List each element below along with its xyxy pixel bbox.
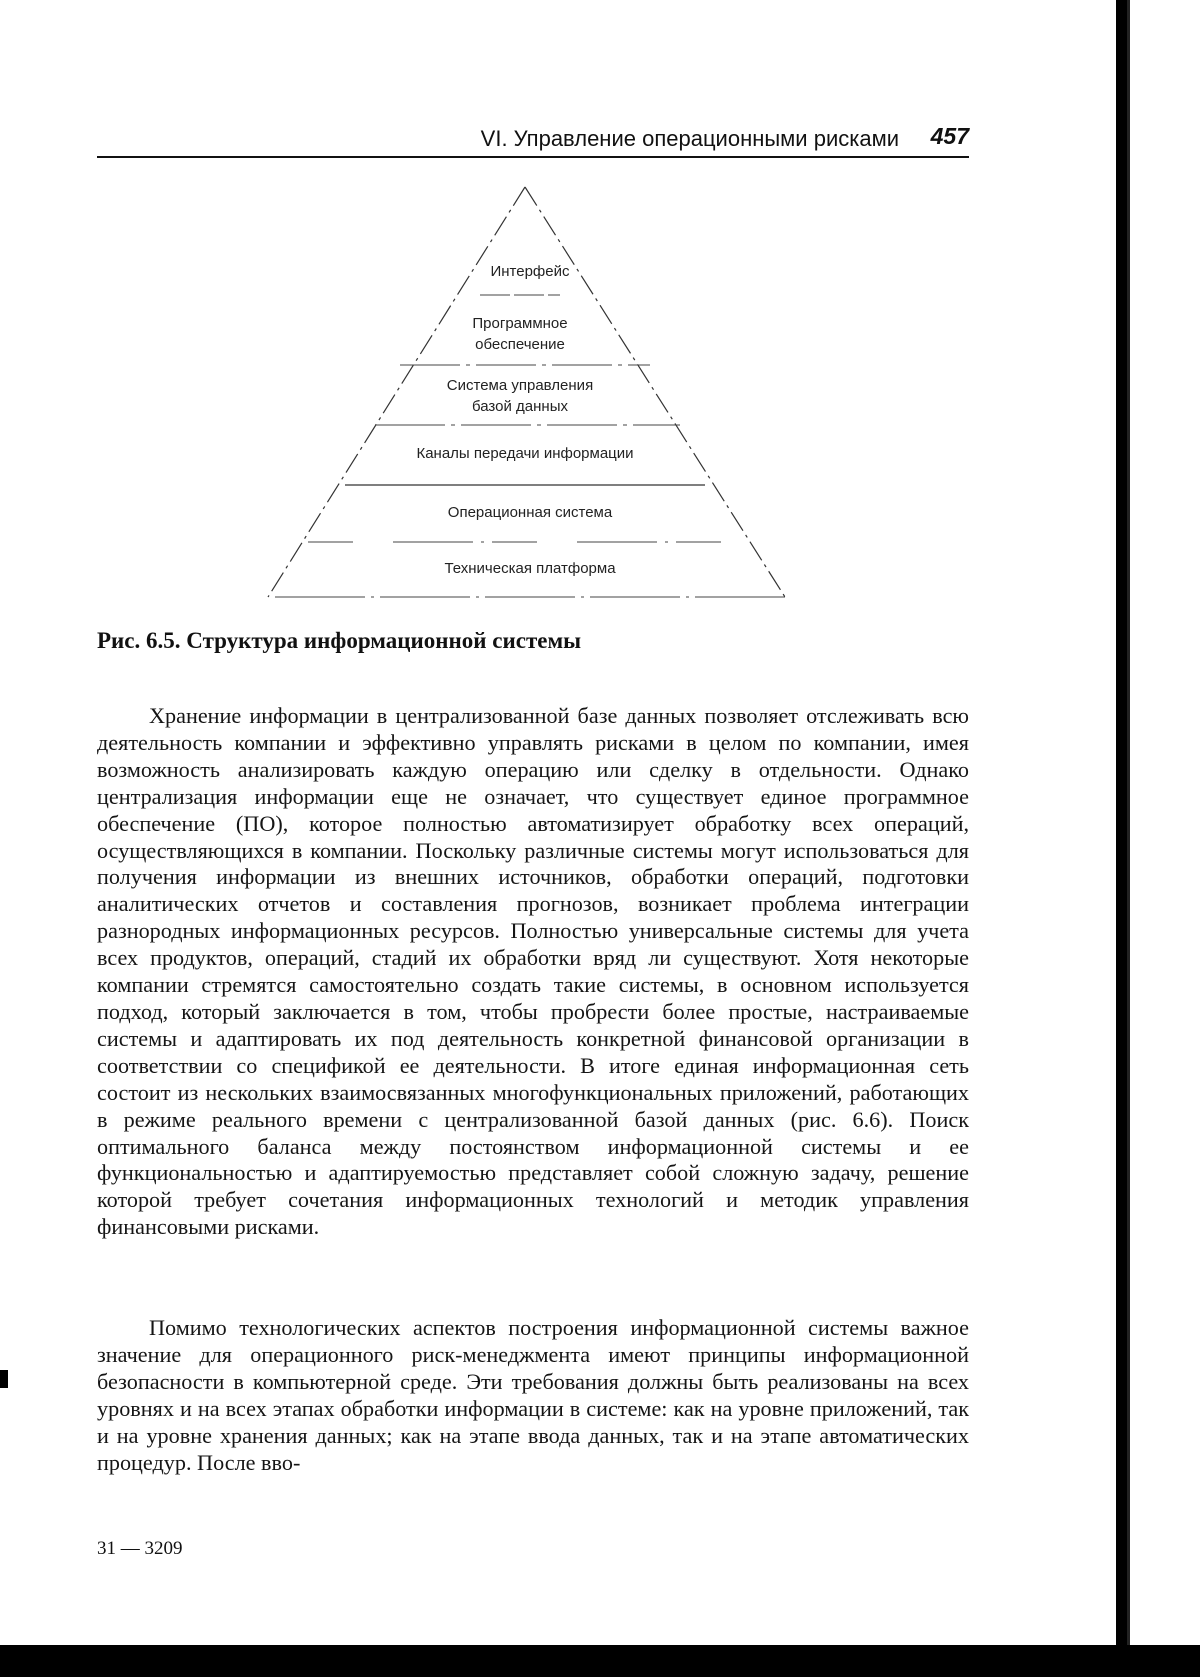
header-title: VI. Управление операционными рисками bbox=[480, 126, 899, 151]
footer-signature: 31 — 3209 bbox=[97, 1538, 183, 1559]
paragraph-2: Помимо технологических аспектов построения информационной системы важное значение для операционного риск-менеджмента имеют принципы информационной безопасности в компьютерной среде. Эти требования должны быть реализованы на всех уровнях и на всех этапах обработки информации в системе: как на уровне приложений, так и на уровне хранения данных; как на этапе ввода данных, так и на этапе автоматических процедур. После вво- bbox=[97, 1315, 969, 1475]
scan-mark-left bbox=[0, 1370, 8, 1388]
running-header bbox=[97, 120, 969, 158]
layer-dbms: Система управления базой данных bbox=[446, 377, 594, 415]
layer-os: Операционная система bbox=[447, 504, 613, 521]
figure-caption: Рис. 6.5. Структура информационной системы bbox=[97, 628, 582, 653]
layer-interface: Интерфейс bbox=[490, 263, 570, 280]
pyramid-figure bbox=[260, 185, 800, 605]
layer-channels: Каналы передачи информации bbox=[416, 445, 634, 462]
layer-software: Программное обеспечение bbox=[472, 315, 568, 353]
scan-edge-right-line bbox=[1127, 0, 1130, 1677]
layer-platform: Техническая платформа bbox=[444, 560, 616, 577]
page-number: 457 bbox=[930, 123, 969, 149]
paragraph-1: Хранение информации в централизованной базе данных позволяет отслеживать всю деятельность компании и эффективно управлять рисками в целом по компании, имея возможность анализировать каждую операцию или сделку в отдельности. Однако централизация информации еще не означает, что существует единое программное обеспечение (ПО), которое полностью автоматизирует обработку всех операций, осуществляющихся в компании. Поскольку различные системы могут использоваться для получения информации из внешних источников, обработки операций, подготовки аналитических отчетов и составления прогнозов, возникает проблема интеграции разнородных информационных ресурсов. Полностью универсальные системы для учета всех продуктов, операций, стадий их обработки вряд ли существуют. Хотя некоторые компании стремятся самостоятельно создать такие системы, в основном используется подход, который заключается в том, чтобы пробрести более простые, настраиваемые системы и адаптировать их под деятельность конкретной финансовой организации в соответствии со спецификой ее деятельности. В итоге единая информационная сеть состоит из нескольких взаимосвязанных многофункциональных приложений, работающих в режиме реального времени с централизованной базой данных (рис. 6.6). Поиск оптимального баланса между постоянством информационной системы и ее функциональностью и адаптируемостью представляет собой сложную задачу, решение которой требует сочетания информационных технологий и методик управления финансовыми рисками. bbox=[97, 703, 969, 1240]
scan-edge-bottom bbox=[0, 1645, 1200, 1677]
